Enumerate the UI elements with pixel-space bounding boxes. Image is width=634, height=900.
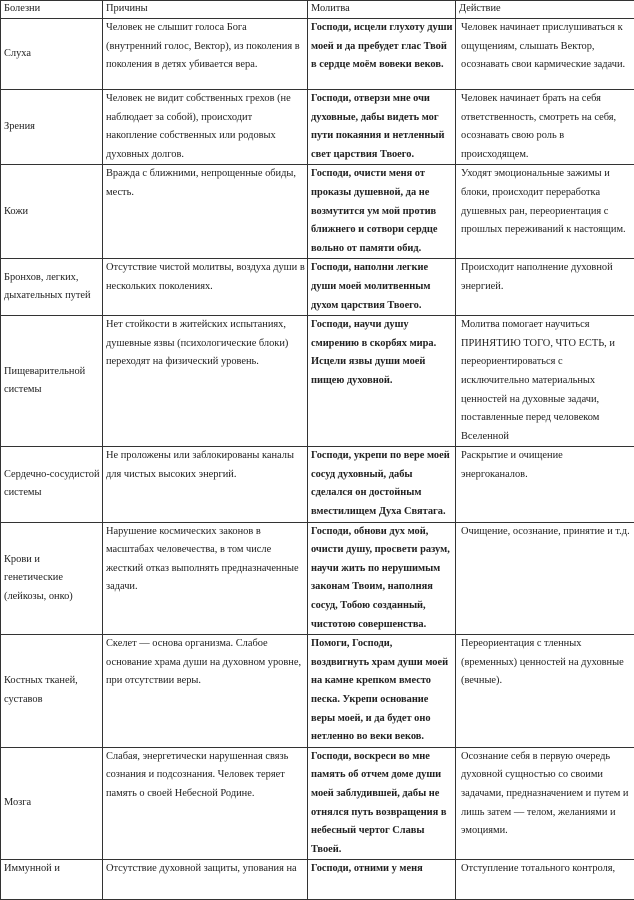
disease-cell: Бронхов, легких, дыхательных путей: [1, 259, 103, 316]
prayer-cell: Господи, укрепи по вере моей сосуд духовный, дабы сделался он достойным вместилищем Духа Святага.: [308, 447, 456, 522]
cause-cell: Скелет — основа организма. Слабое основание храма души на духовном уровне, при отсутствии веры.: [103, 635, 308, 748]
cause-cell: Человек не слышит голоса Бога (внутренний голос, Вектор), из поколения в поколения в детях убивается вера.: [103, 19, 308, 90]
disease-cell: Слуха: [1, 19, 103, 90]
header-prayer: Молитва: [308, 1, 456, 19]
disease-cell: Кожи: [1, 165, 103, 259]
prayer-cell: Помоги, Господи, воздвигнуть храм души моей на камне крепком вместо песка. Укрепи основание веры моей, и да будет оно нетленно во веки веков.: [308, 635, 456, 748]
table-row: [1, 165, 634, 259]
prayer-cell: Господи, отними у меня: [308, 860, 456, 900]
table-row: [1, 90, 634, 165]
prayer-cell: Господи, отверзи мне очи духовные, дабы видеть мог пути покаяния и нетленный свет царствия Твоего.: [308, 90, 456, 165]
disease-cell: Пищеварительной системы: [1, 316, 103, 447]
action-cell: Очищение, осознание, принятие и т.д.: [456, 522, 634, 635]
action-cell: Осознание себя в первую очередь духовной сущностью со своими задачами, предназначением и путем и лишь затем — телом, желаниями и эмоциями.: [456, 747, 634, 860]
disease-cell: Иммунной и: [1, 860, 103, 900]
table-row: [1, 747, 634, 860]
table-row: [1, 522, 634, 635]
cause-cell: Слабая, энергетически нарушенная связь сознания и подсознания. Человек теряет память о своей Небесной Родине.: [103, 747, 308, 860]
action-cell: Переориентация с тленных (временных) ценностей на духовные (вечные).: [456, 635, 634, 748]
prayer-cell: Господи, исцели глухоту души моей и да пребудет глас Твой в сердце моём вовеки веков.: [308, 19, 456, 90]
table-row: [1, 635, 634, 748]
action-cell: Раскрытие и очищение энергоканалов.: [456, 447, 634, 522]
cause-cell: Не проложены или заблокированы каналы для чистых высоких энергий.: [103, 447, 308, 522]
header-action: Действие: [456, 1, 634, 19]
prayer-cell: Господи, научи душу смирению в скорбях мира. Исцели язвы души моей пищею духовной.: [308, 316, 456, 447]
table-header-row: [1, 1, 634, 19]
disease-cell: Крови и генетические (лейкозы, онко): [1, 522, 103, 635]
table-row: [1, 860, 634, 900]
header-diseases: Болезни: [1, 1, 103, 19]
table-row: [1, 447, 634, 522]
cause-cell: Нарушение космических законов в масштабах человечества, в том числе жесткий отказ выполнять предназначенные задачи.: [103, 522, 308, 635]
header-causes: Причины: [103, 1, 308, 19]
disease-cell: Сердечно-сосудистой системы: [1, 447, 103, 522]
prayer-cell: Господи, обнови дух мой, очисти душу, просвети разум, научи жить по нерушимым законам Твоим, наполняя сосуд, Тобою созданный, чистотою совершенства.: [308, 522, 456, 635]
cause-cell: Вражда с ближними, непрощенные обиды, месть.: [103, 165, 308, 259]
action-cell: Происходит наполнение духовной энергией.: [456, 259, 634, 316]
disease-cell: Мозга: [1, 747, 103, 860]
prayer-cell: Господи, наполни легкие души моей молитвенным духом царствия Твоего.: [308, 259, 456, 316]
disease-cell: Костных тканей, суставов: [1, 635, 103, 748]
cause-cell: Человек не видит собственных грехов (не наблюдает за собой), происходит накопление собственных или родовых духовных долгов.: [103, 90, 308, 165]
cause-cell: Нет стойкости в житейских испытаниях, душевные язвы (психологические блоки) переходят на физический уровень.: [103, 316, 308, 447]
prayer-cell: Господи, воскреси во мне память об отчем доме души моей заблудившей, дабы не отнялся путь возвращения в небесный чертог Славы Твоей.: [308, 747, 456, 860]
action-cell: Человек начинает прислушиваться к ощущениям, слышать Вектор, осознавать свои кармические задачи.: [456, 19, 634, 90]
cause-cell: Отсутствие духовной защиты, упования на: [103, 860, 308, 900]
cause-cell: Отсутствие чистой молитвы, воздуха души в нескольких поколениях.: [103, 259, 308, 316]
action-cell: Молитва помогает научиться ПРИНЯТИЮ ТОГО, ЧТО ЕСТЬ, и переориентироваться с исключительно материальных ценностей на духовные задачи, поставленные перед человеком Вселенной: [456, 316, 634, 447]
action-cell: Отступление тотального контроля,: [456, 860, 634, 900]
table-row: [1, 259, 634, 316]
action-cell: Человек начинает брать на себя ответственность, смотреть на себя, осознавать свою роль в происходящем.: [456, 90, 634, 165]
action-cell: Уходят эмоциональные зажимы и блоки, происходит переработка душевных ран, переориентация с прошлых переживаний к настоящим.: [456, 165, 634, 259]
prayer-cell: Господи, очисти меня от проказы душевной, да не возмутится ум мой против ближнего и сотвори сердце вольно от памяти обид.: [308, 165, 456, 259]
table-row: [1, 19, 634, 90]
disease-cell: Зрения: [1, 90, 103, 165]
table-row: [1, 316, 634, 447]
